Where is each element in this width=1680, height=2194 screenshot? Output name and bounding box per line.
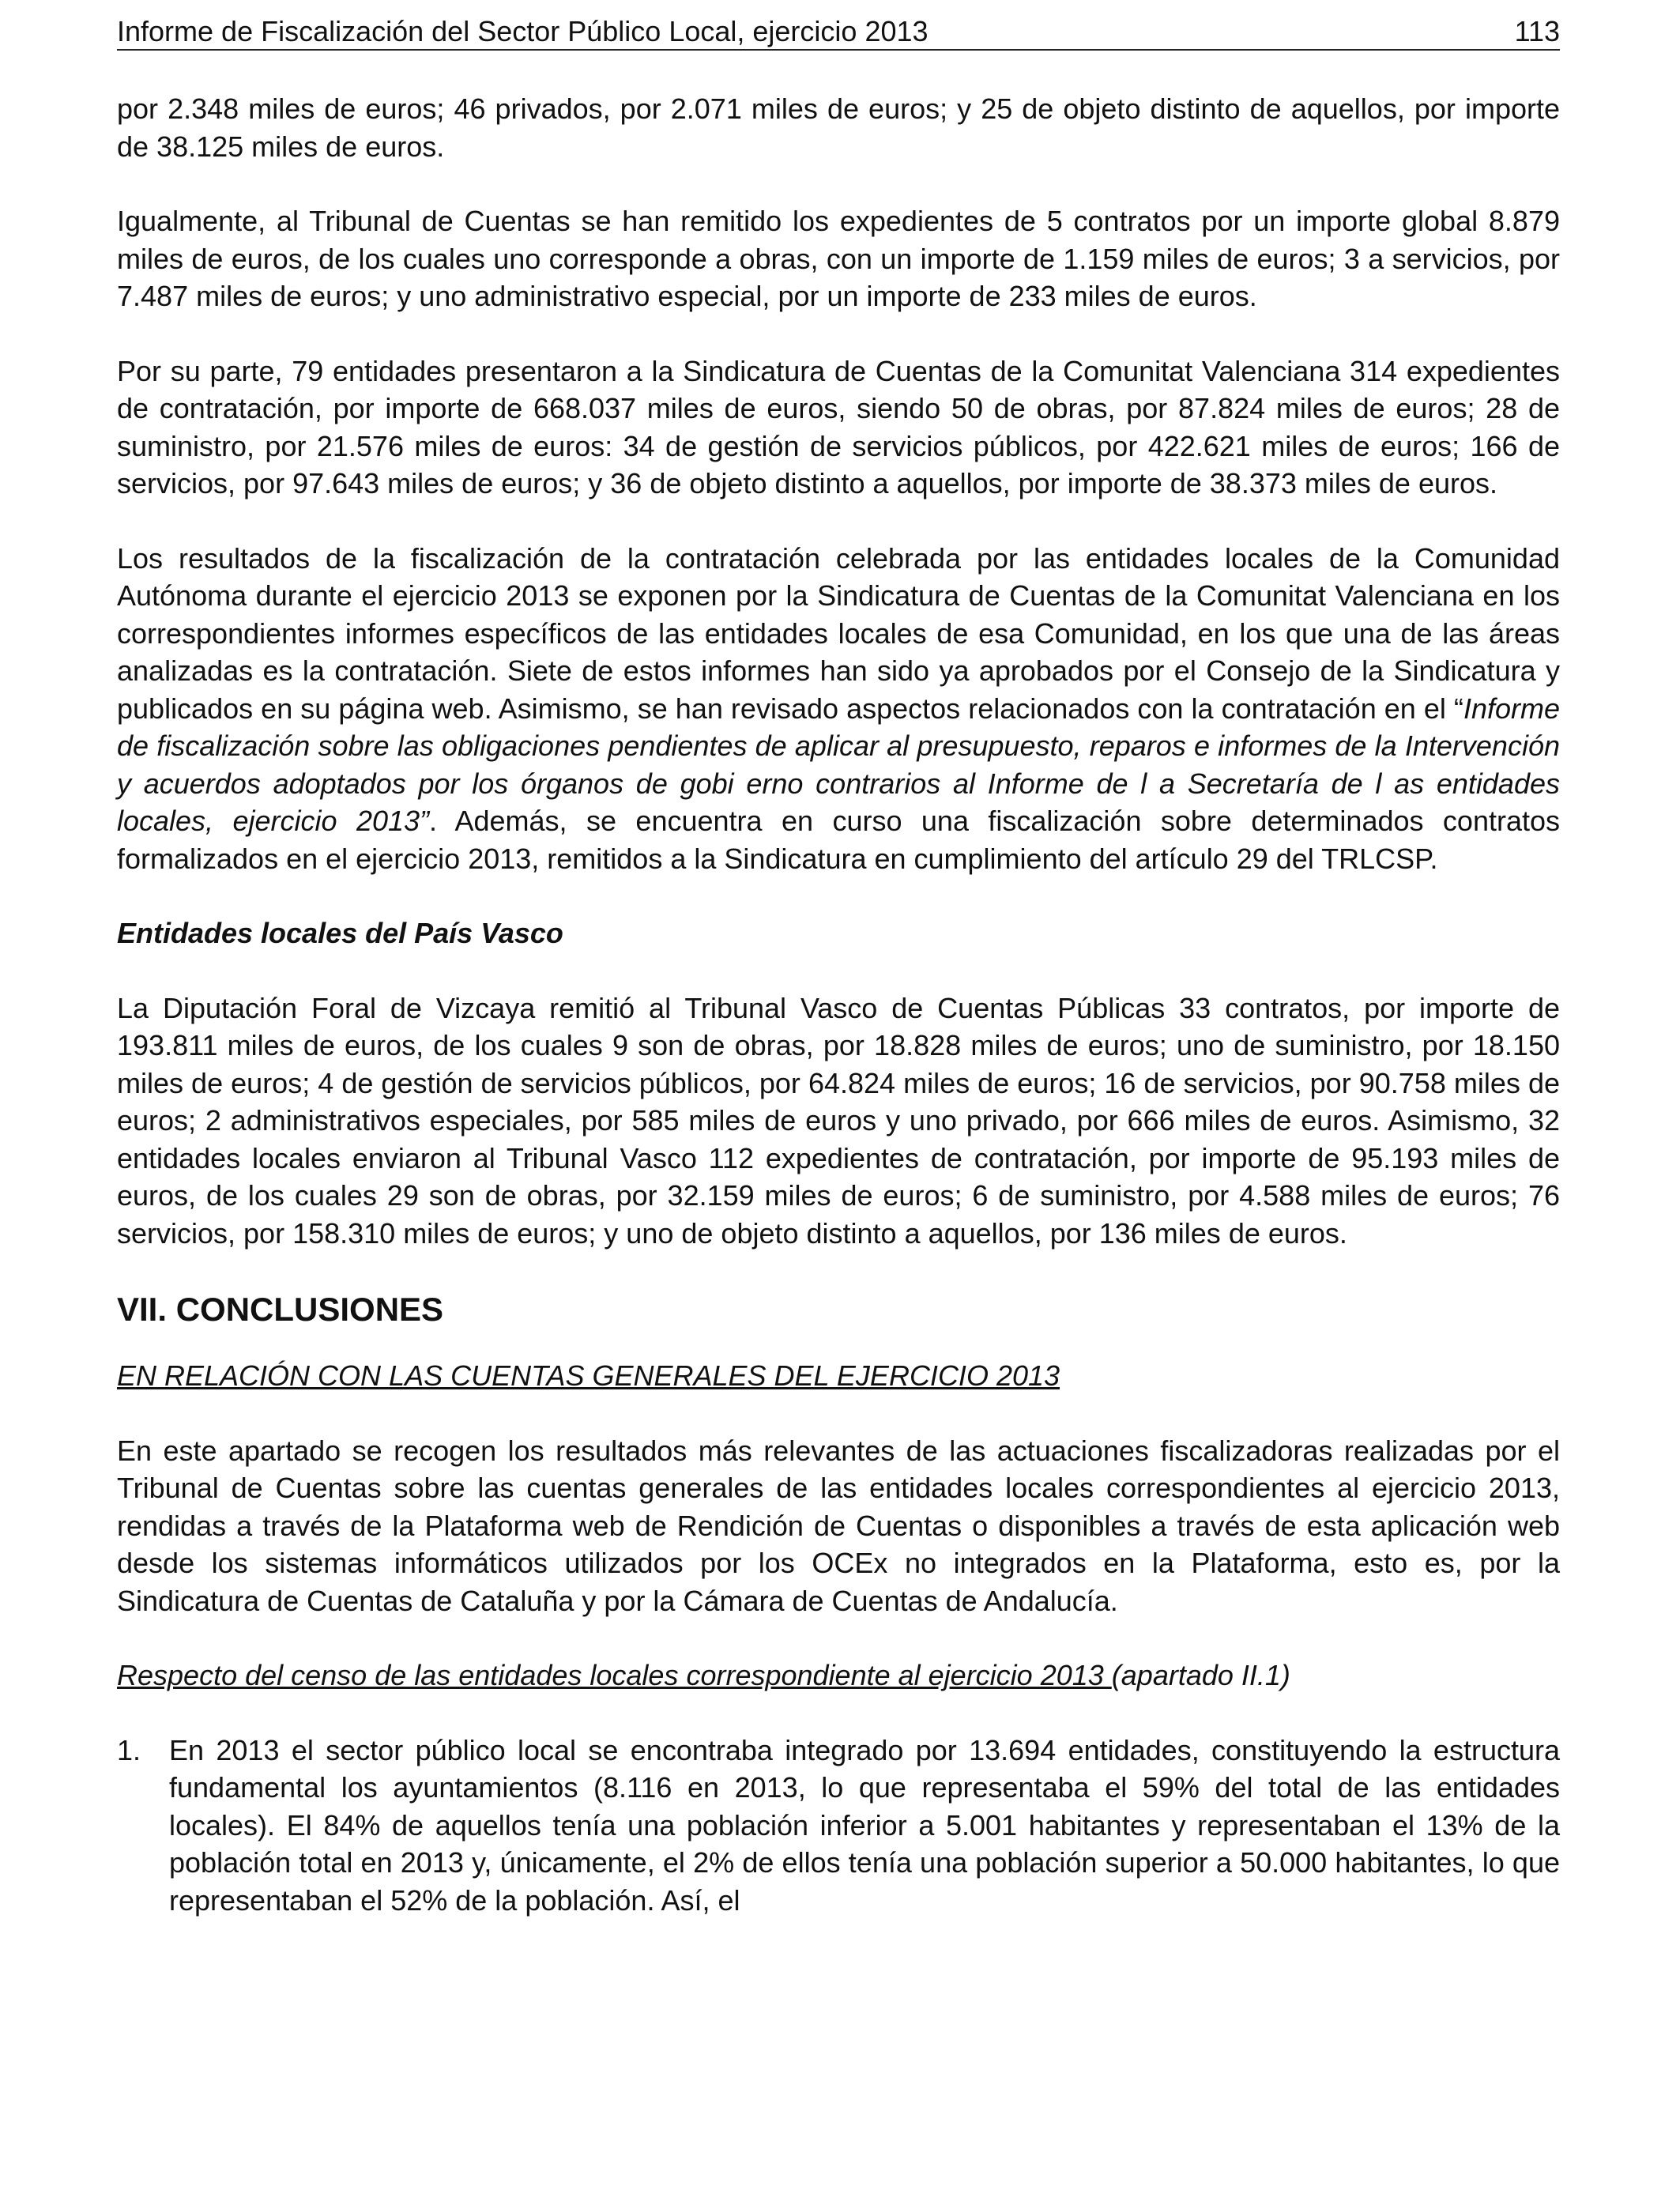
paragraph-5: La Diputación Foral de Vizcaya remitió al Tribunal Vasco de Cuentas Públicas 33 contratos, por importe de 193.811 miles de euros, de los cuales 9 son de obras, por 18.828 miles de euros; uno de suministro, por 18.150 miles de euros; 4 de gestión de servicios públicos, por 64.824 miles de euros; 16 de servicios, por 90.758 miles de euros; 2 administrativos especiales, por 585 miles de euros y uno privado, por 666 miles de euros. Asimismo, 32 entidades locales enviaron al Tribunal Vasco 112 expedientes de contratación, por importe de 95.193 miles de euros, de los cuales 29 son de obras, por 32.159 miles de euros; 6 de suministro, por 4.588 miles de euros; 76 servicios, por 158.310 miles de euros; y uno de objeto distinto a aquellos, por 136 miles de euros. xyxy=(117,991,1560,1250)
subheading-pais-vasco: Entidades locales del País Vasco xyxy=(117,917,563,949)
paragraph-3: Por su parte, 79 entidades presentaron a la Sindicatura de Cuentas de la Comunitat Valenciana 314 expedientes de contratación, por importe de 668.037 miles de euros, siendo 50 de obras, por 87.824 miles de euros; 28 de suministro, por 21.576 miles de euros: 34 de gestión de servicios públicos, por 422.621 miles de euros; 166 de servicios, por 97.643 miles de euros; y 36 de objeto distinto a aquellos, por importe de 38.373 miles de euros. xyxy=(117,354,1560,499)
section-subheading: EN RELACIÓN CON LAS CUENTAS GENERALES DEL EJERCICIO 2013 xyxy=(117,1359,1060,1392)
paragraph-4 xyxy=(117,540,1560,878)
page-header xyxy=(117,11,1560,51)
paragraph-2: Igualmente, al Tribunal de Cuentas se han remitido los expedientes de 5 contratos por un importe global 8.879 miles de euros, de los cuales uno corresponde a obras, con un importe de 1.159 miles de euros; 3 a servicios, por 7.487 miles de euros; y uno administrativo especial, por un importe de 233 miles de euros. xyxy=(117,205,1560,312)
subsection-heading-reference: (apartado II.1) xyxy=(1111,1659,1290,1691)
subsection-heading xyxy=(117,1657,1560,1695)
paragraph-1: por 2.348 miles de euros; 46 privados, por 2.071 miles de euros; y 25 de objeto distinto de aquellos, por importe de 38.125 miles de euros. xyxy=(117,92,1560,163)
page-body xyxy=(117,90,1560,1919)
section-title: VII. CONCLUSIONES xyxy=(117,1291,444,1328)
header-title: Informe de Fiscalización del Sector Público Local, ejercicio 2013 xyxy=(117,15,929,47)
list-item xyxy=(117,1732,1560,1920)
paragraph-4-italic-title: Informe de fiscalización sobre las obligaciones pendientes de aplicar al presupuesto, reparos e informes de la Intervención y acuerdos adoptados por los órganos de gobi erno contrarios al Informe de l a Secretaría de l as entidades locales, ejercicio 2013” xyxy=(117,692,1560,837)
list-item-text: En 2013 el sector público local se encontraba integrado por 13.694 entidades, constituyendo la estructura fundamental los ayuntamientos (8.116 en 2013, lo que representaba el 59% del total de las entidades locales). El 84% de aquellos tenía una población inferior a 5.001 habitantes y representaban el 13% de la población total en 2013 y, únicamente, el 2% de ellos tenía una población superior a 50.000 habitantes, lo que representaban el 52% de la población. Así, el xyxy=(169,1733,1560,1917)
paragraph-6: En este apartado se recogen los resultados más relevantes de las actuaciones fiscalizadoras realizadas por el Tribunal de Cuentas sobre las cuentas generales de las entidades locales correspondientes al ejercicio 2013, rendidas a través de la Plataforma web de Rendición de Cuentas o disponibles a través de esta aplicación web desde los sistemas informáticos utilizados por los OCEx no integrados en la Plataforma, esto es, por la Sindicatura de Cuentas de Cataluña y por la Cámara de Cuentas de Andalucía. xyxy=(117,1434,1560,1617)
subsection-heading-underlined: Respecto del censo de las entidades locales correspondiente al ejercicio 2013 xyxy=(117,1659,1112,1691)
page-number: 113 xyxy=(1514,15,1560,47)
list-item-number: 1. xyxy=(117,1733,141,1766)
paragraph-4-part-b: . Además, se encuentra en curso una fiscalización sobre determinados contratos formalizados en el ejercicio 2013, remitidos a la Sindicatura en cumplimiento del artículo 29 del TRLCSP. xyxy=(117,805,1561,875)
paragraph-4-part-a: Los resultados de la fiscalización de la contratación celebrada por las entidades locales de la Comunidad Autónoma durante el ejercicio 2013 se exponen por la Sindicatura de Cuentas de la Comunitat Valenciana en los correspondientes informes específicos de las entidades locales de esa Comunidad, en los que una de las áreas analizadas es la contratación. Siete de estos informes han sido ya aprobados por el Consejo de la Sindicatura y publicados en su página web. Asimismo, se han revisado aspectos relacionados con la contratación en el “ xyxy=(117,541,1560,725)
